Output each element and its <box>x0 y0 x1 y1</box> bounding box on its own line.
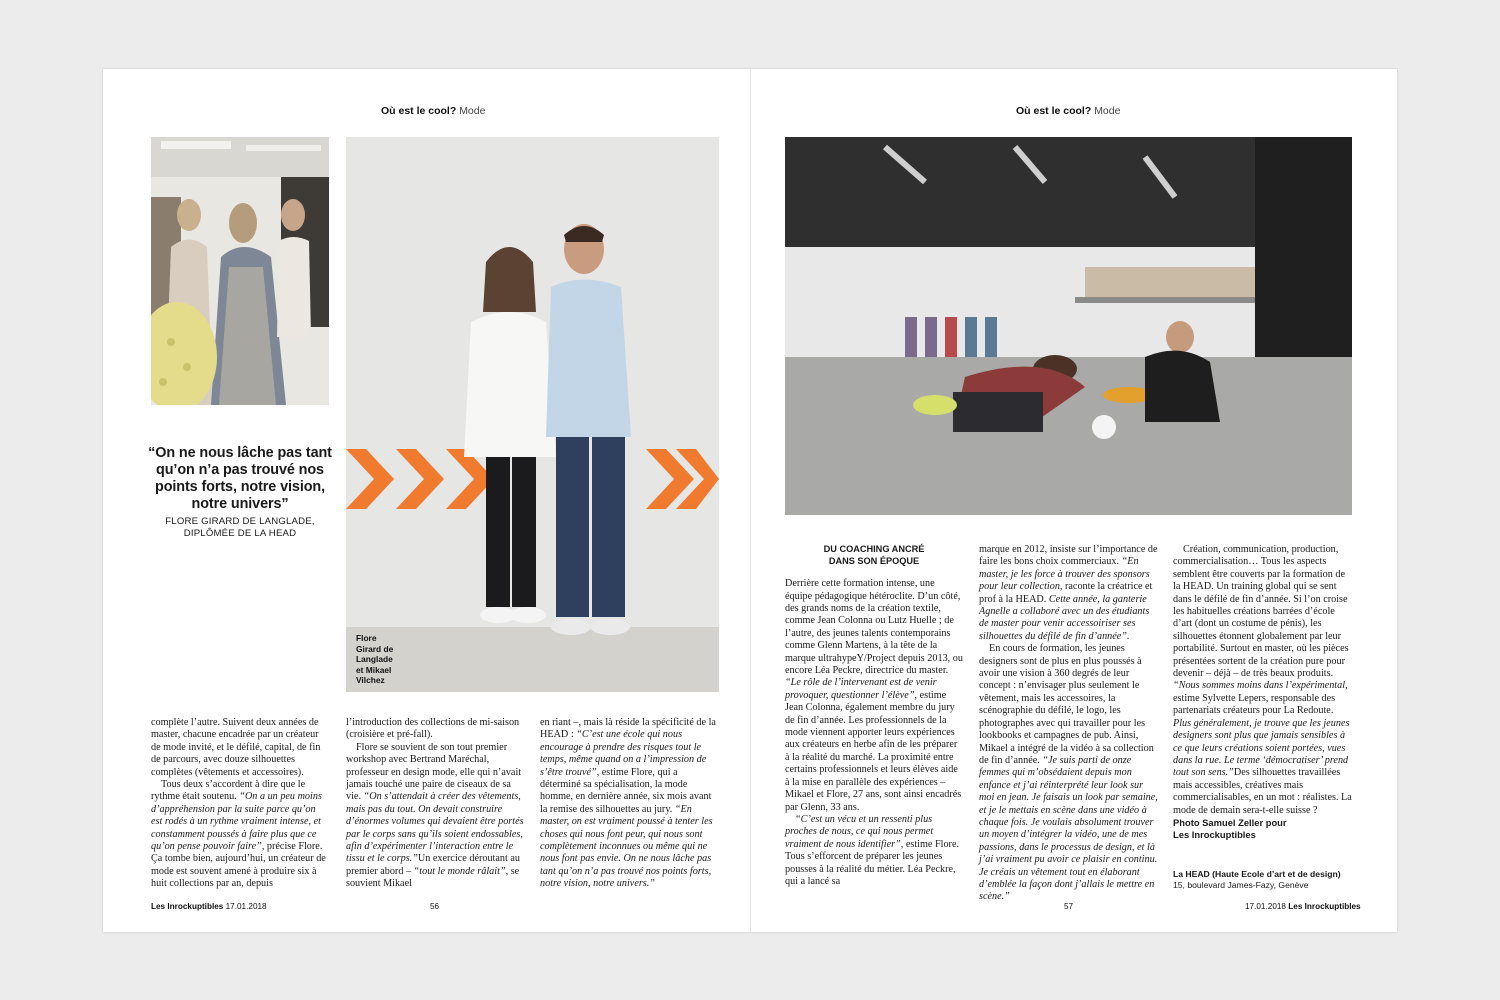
paragraph <box>785 814 963 888</box>
text-run: , précise Flore. Ça tombe bien, aujourd’hui, un créateur de mode est souvent amené à produire six à huit collections par an, depuis <box>151 841 326 890</box>
photo-credit <box>1173 817 1353 841</box>
paragraph <box>151 779 329 891</box>
footer-right <box>1245 902 1361 911</box>
paragraph <box>151 717 329 779</box>
text-run: complète l’autre. Suivent deux années de master, chacune encadrée par un créateur de mode invité, et le défilé, capital, de fin de parcours, avec douze silhouettes complètes (vêtements et accessoires). <box>151 717 321 778</box>
caption-line: Girard de <box>356 643 394 654</box>
subhead-line: DU COACHING ANCRÉ <box>823 544 925 554</box>
section-subhead <box>785 544 963 567</box>
magazine-spread <box>103 69 1397 932</box>
quote-run: “On s’attendait à créer des vêtements, mais pas du tout. On devait construire d’énormes volumes qui devaient être portés par le corps sans qu’ils soient endossables, afin d’expérimenter l’interaction entre le tissu et le corps.” <box>346 791 524 865</box>
right-column-2 <box>979 544 1159 904</box>
text-run: , estime Jean Colonna, également membre du jury de fin d’année. Les professionnels de la mode viennent apporter leurs expériences aux créateurs en herbe afin de les préparer à la réalité du marché. La proximité entre certains professionnels et leurs élèves aide à la mise en parallèle des expériences – Mikael et Flore, 27 ans, sont ainsi encadrés par Glenn, 33 ans. <box>785 689 962 813</box>
text-run: l’introduction des collections de mi-saison (croisière et pré-fall). <box>346 717 520 741</box>
running-head-title: Où est le cool? <box>1016 105 1092 117</box>
backstage-photo-art <box>151 137 329 405</box>
left-column-3 <box>540 717 720 891</box>
text-run: , raconte la créatrice et prof à la HEAD. <box>979 581 1153 605</box>
running-head-title: Où est le cool? <box>381 105 457 117</box>
credit-line: Photo Samuel Zeller pour <box>1173 816 1287 828</box>
text-run: , estime Flore. Tous s’efforcent de préparer les jeunes pousses à la réalité du métier. Léa Peckre, qui a lancé sa <box>785 838 960 887</box>
credit-line: Les Inrockuptibles <box>1173 828 1256 840</box>
quote-run: “En master, on est vraiment poussé à tenter les choses qui nous font peur, qui nous sont complètement inconnues ou même qui ne nous font pas envie. On ne nous lâche pas tant qu’on n’a pas trouvé nos points forts, notre vision, notre univers.” <box>540 803 713 890</box>
subhead-line: DANS SON ÉPOQUE <box>828 555 920 566</box>
running-head-right <box>1016 105 1120 117</box>
running-head-section: Mode <box>459 105 486 117</box>
caption-line: Flore <box>356 633 377 643</box>
footer-page-number-left: 56 <box>430 902 440 911</box>
footer-magazine: Les Inrockuptibles <box>151 902 224 911</box>
left-column-1 <box>151 717 329 891</box>
quote-run: “Le rôle de l’intervenant est de venir provoquer, questionner l’élève” <box>785 677 937 701</box>
text-run: Derrière cette formation intense, une équipe pédagogique hétéroclite. D’un côté, des grands noms de la création textile, comme Jean Colonna ou Lutz Huelle ; de l’autre, des jeunes talents contemporains comme Glenn Martens, à la tête de la marque ultrahypeY/Project depuis 2013, ou encore Léa Peckre, directrice du master. <box>785 578 963 677</box>
paragraph <box>979 544 1159 643</box>
pull-quote-attribution-1: FLORE GIRARD DE LANGLADE, <box>165 516 315 527</box>
pull-quote-attribution-2: DIPLÔMÉE DE LA HEAD <box>183 528 297 539</box>
quote-run: “Nous sommes moins dans l’expérimental <box>1173 680 1346 692</box>
pull-quote <box>143 445 337 540</box>
text-run: en riant –, mais là réside la spécificité de la HEAD : <box>540 717 716 741</box>
address-street: 15, boulevard James-Fazy, Genève <box>1173 880 1309 890</box>
quote-run: “tout le monde râlait” <box>413 865 506 877</box>
quote-run: “On a un peu moins d’appréhension par la suite parce qu’on est rodés à un rythme vraiment intense, et constamment poussés à faire plus que ce qu’on pense pouvoir faire” <box>151 791 322 853</box>
paragraph <box>979 643 1159 904</box>
portrait-photo-art <box>346 137 719 692</box>
text-run: , se souvient Mikael <box>346 865 520 890</box>
footer-magazine: Les Inrockuptibles <box>1288 902 1361 911</box>
text-run: , estime Sylvette Lepers, responsable des partenariats créateurs pour La Redoute. <box>1173 680 1348 717</box>
text-run: En cours de formation, les jeunes designers sont de plus en plus poussés à avoir une vision à 360 degrés de leur concept : n’envisager plus seulement le vêtement, mais les accessoires, la scénographie du défilé, le logo, les photographes avec qui travailler pour les lookbooks et campagnes de pub. Ainsi, Mikael a intégré de la vidéo à sa collection de fin d’année. <box>979 643 1154 766</box>
text-run: marque en 2012, insiste sur l’importance de faire les bons choix commerciaux. <box>979 544 1158 568</box>
paragraph <box>540 717 720 891</box>
caption-line: et Mikael <box>356 664 392 675</box>
paragraph <box>346 742 524 891</box>
quote-run: “Je suis parti de onze femmes qui m’obsédaient depuis mon enfance et j’ai réinterprété leur look sur moi en jean. Je faisais un look par semaine, et je le mettais en scène dans une vidéo à chaque fois. Je voulais absolument trouver un moyen d’intégrer la vidéo, une de mes passions, dans le processus de design, et là j’ai vraiment pu avoir ce plaisir en continu. Je créais un vêtement tout en élaborant d’emblée la façon dont j’allais le mettre en scène.” <box>979 754 1158 903</box>
quote-run: “En master, je les force à trouver des sponsors pour leur collection <box>979 556 1150 593</box>
right-column-1 <box>785 544 963 888</box>
footer-page-number-right: 57 <box>1064 902 1074 911</box>
atelier-photo-art <box>785 137 1352 515</box>
text-run: , estime Flore, qui a déterminé sa spécialisation, la mode homme, en dernière année, six mois avant la remise des silhouettes au jury. <box>540 766 712 815</box>
address-name: La HEAD (Haute Ecole d’art et de design) <box>1173 869 1341 879</box>
atelier-photo <box>785 137 1352 515</box>
footer-left <box>151 902 267 911</box>
running-head-section: Mode <box>1094 105 1121 117</box>
portrait-photo <box>346 137 719 692</box>
right-column-3 <box>1173 544 1353 841</box>
text-run: Tous deux s’accordent à dire que le rythme était soutenu. <box>151 779 306 803</box>
portrait-caption <box>356 633 393 686</box>
quote-run: Plus généralement, je trouve que les jeunes designers sont plus que jamais sensibles à ce que leurs créations soient portées, vues dans la rue. Le terme ‘démocratiser’ prend tout son sens.” <box>1173 717 1350 779</box>
running-head-left <box>381 105 485 117</box>
text-run: Flore se souvient de son tout premier workshop avec Bertrand Maréchal, professeur en design mode, elle qui n’avait jamais touché une paire de ciseaux de sa vie. <box>346 741 522 803</box>
page-gutter <box>750 69 751 932</box>
footer-date: 17.01.2018 <box>225 902 267 911</box>
text-run: Création, communication, production, commercialisation… Tous les aspects semblent être couverts par la formation de la HEAD. Un training global qui se sent dans le défilé de fin d’année. Si l’on croise les habituelles créations barrées d’école d’art (dont un costume de pénis), les silhouettes étonnent globalement par leur portabilité. Surtout en master, où les pièces présentées sortent de la création pure pour devenir – déjà – de très beaux produits. <box>1173 544 1349 680</box>
quote-run: Cette année, la ganterie Agnelle a collaboré avec un des étudiants de master pour venir accessoiriser ses silhouettes du défilé de fin d’année”. <box>979 593 1150 642</box>
footer-date: 17.01.2018 <box>1245 902 1286 911</box>
quote-run: “C’est un vécu et un ressenti plus proches de nous, ce qui nous permet vraiment de nous identifier” <box>785 813 934 850</box>
text-run: Des silhouettes travaillées mais accessibles, créatives mais commercialisables, en un mot : réalistes. La mode de demain sera-t-elle suisse ? <box>1173 767 1352 816</box>
backstage-photo <box>151 137 329 405</box>
left-column-2 <box>346 717 524 891</box>
caption-line: Vilchez <box>356 675 385 685</box>
paragraph <box>346 717 524 742</box>
pull-quote-text: “On ne nous lâche pas tant qu’on n’a pas trouvé nos points forts, notre vision, notre univers” <box>148 445 332 512</box>
text-run: Un exercice déroutant au premier abord – <box>346 853 520 877</box>
quote-run: “C’est une école qui nous encourage à prendre des risques tout le temps, même quand on a l’impression de s’être trouvé” <box>540 729 707 778</box>
paragraph <box>1173 544 1353 817</box>
paragraph <box>785 578 963 814</box>
caption-line: Langlade <box>356 654 393 664</box>
school-address <box>1173 869 1341 891</box>
